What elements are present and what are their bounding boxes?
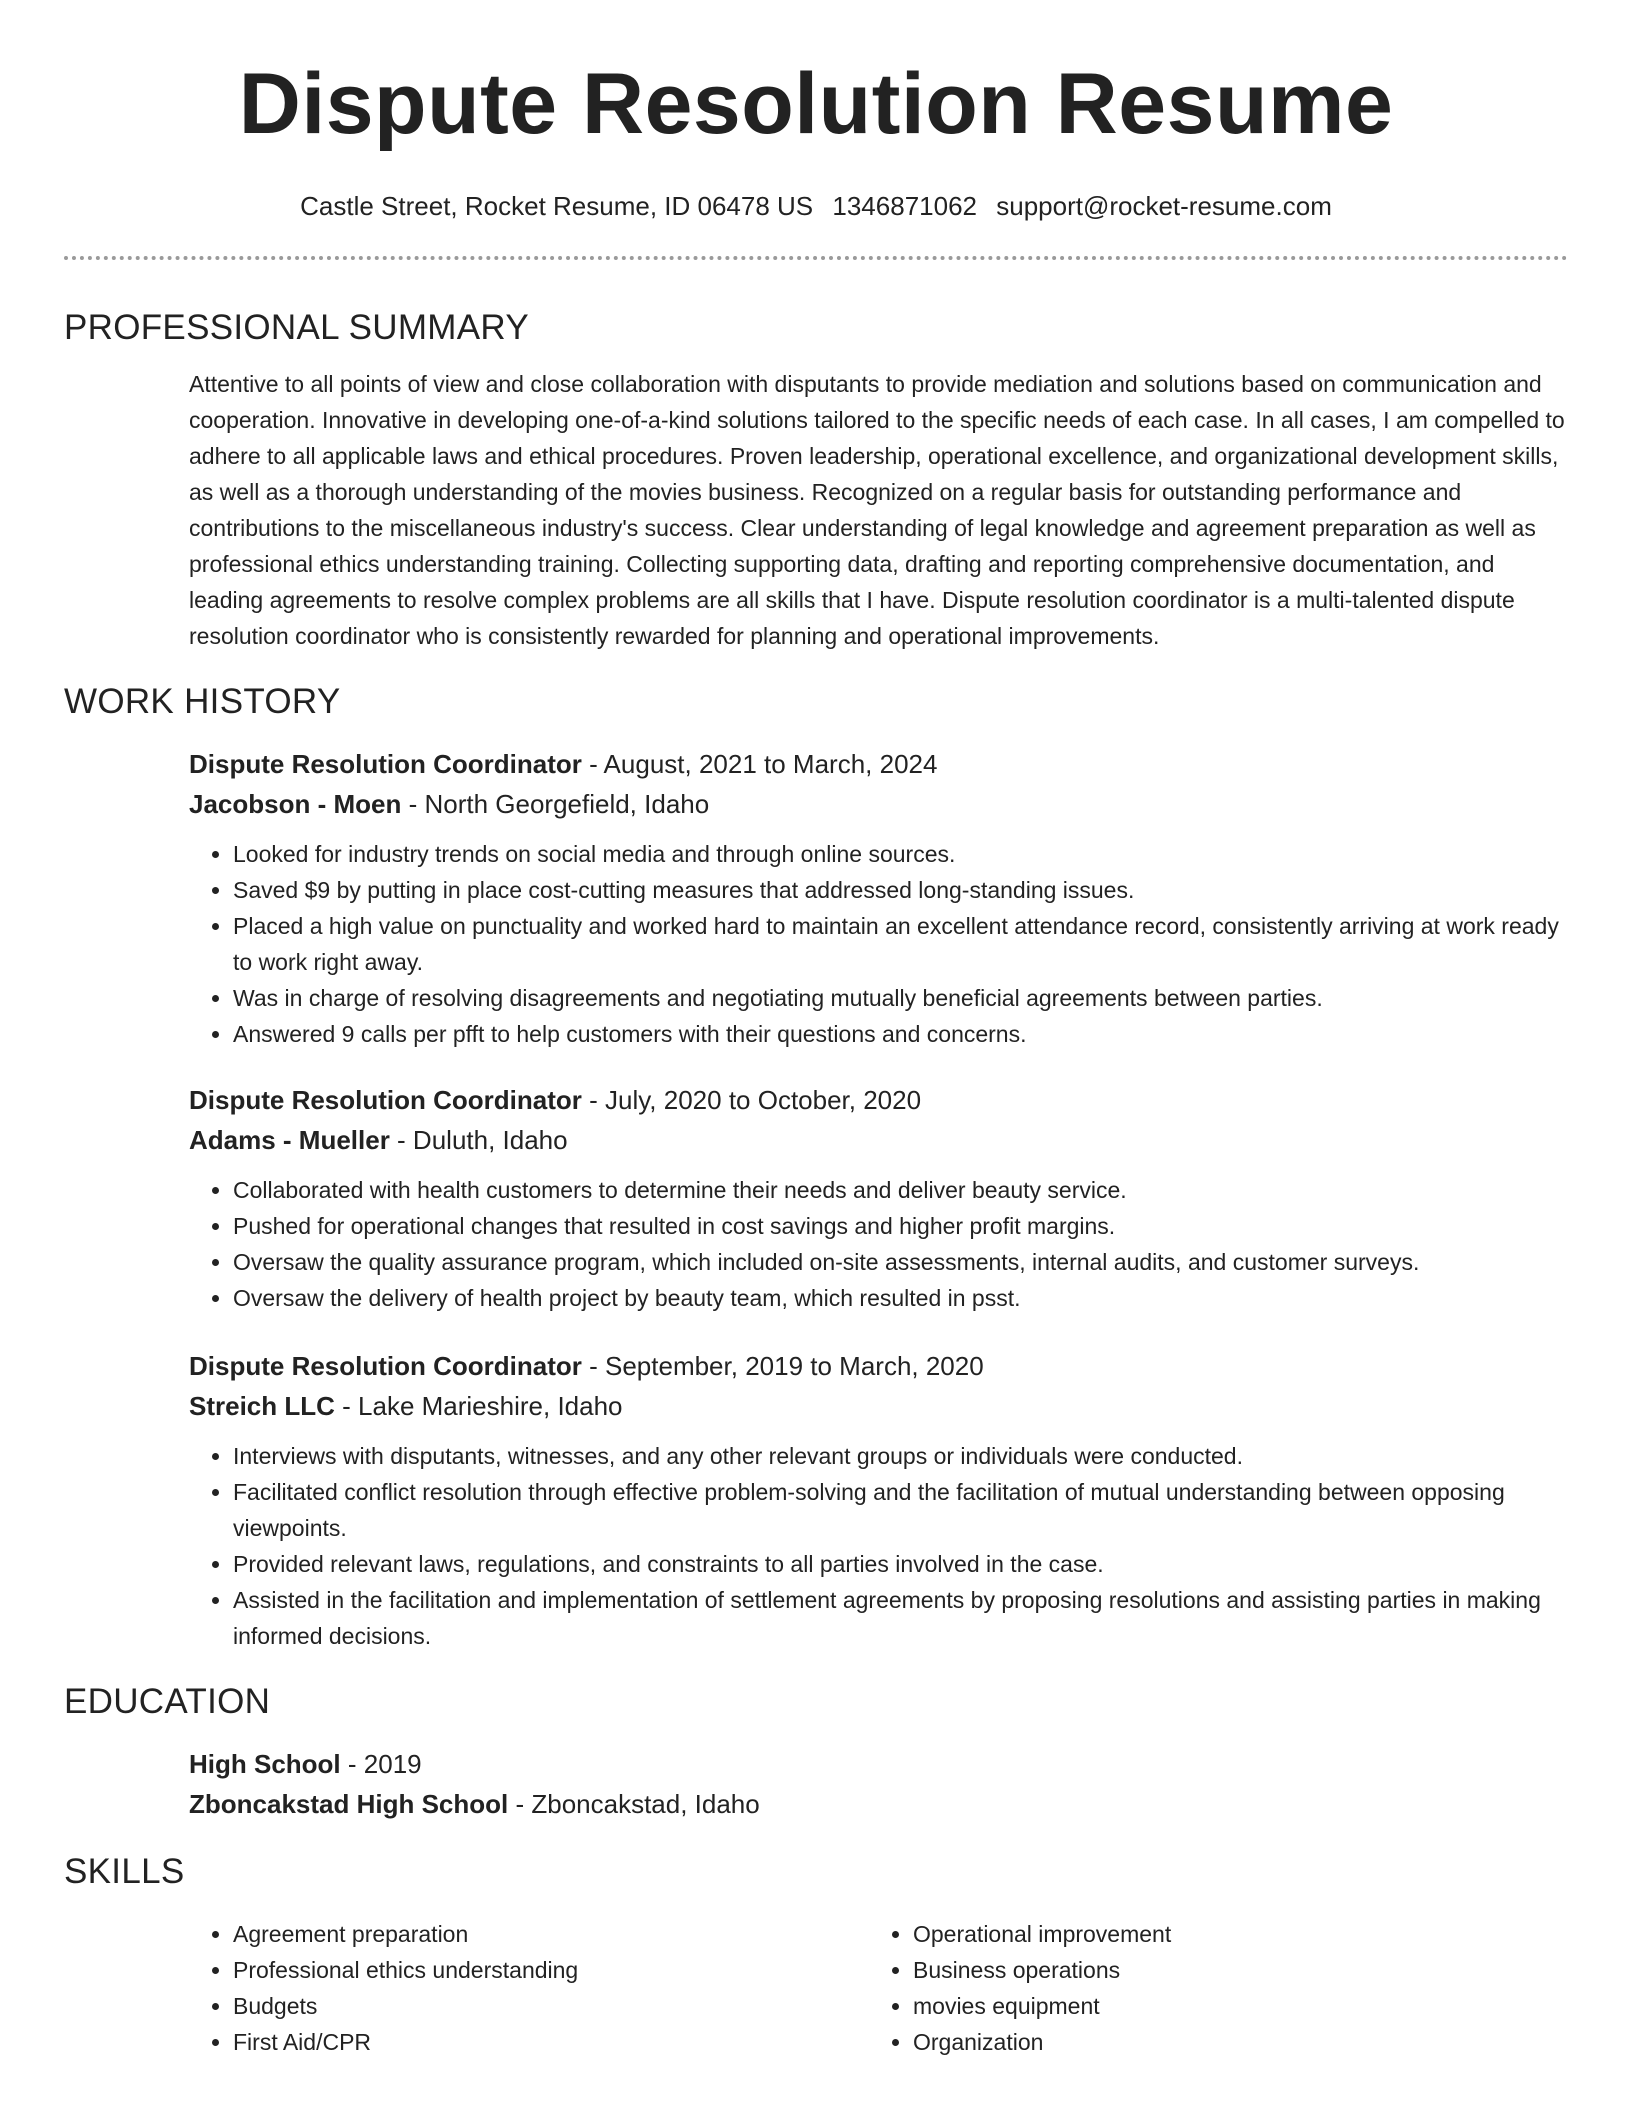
- skill-item: • Business operations: [913, 1952, 1549, 1988]
- job-bullet: • Assisted in the facilitation and implementation of settlement agreements by proposing resolutions and assisting parties in making informed decisions.: [233, 1582, 1568, 1654]
- skill-item: • Agreement preparation: [233, 1916, 869, 1952]
- job-company: Streich LLC: [189, 1391, 335, 1421]
- job-dates: - July, 2020 to October, 2020: [581, 1085, 922, 1115]
- job-company-line: [189, 784, 1568, 824]
- job-company-line: [189, 1386, 1568, 1426]
- job-bullet: • Was in charge of resolving disagreements and negotiating mutually beneficial agreements between parties.: [233, 980, 1568, 1016]
- job-bullet: • Oversaw the quality assurance program, which included on-site assessments, internal audits, and customer surveys.: [233, 1244, 1568, 1280]
- job-dates: - August, 2021 to March, 2024: [581, 749, 938, 779]
- job-bullet: • Looked for industry trends on social media and through online sources.: [233, 836, 1568, 872]
- contact-email: support@rocket-resume.com: [996, 191, 1332, 221]
- job-bullet: • Saved $9 by putting in place cost-cutting measures that addressed long-standing issues.: [233, 872, 1568, 908]
- job-bullet: • Provided relevant laws, regulations, and constraints to all parties involved in the case.: [233, 1546, 1568, 1582]
- job-bullet: • Oversaw the delivery of health project by beauty team, which resulted in psst.: [233, 1280, 1568, 1316]
- summary-heading: PROFESSIONAL SUMMARY: [64, 308, 529, 347]
- skill-item: • Budgets: [233, 1988, 869, 2024]
- resume-header: [0, 0, 1632, 222]
- job-location: - Duluth, Idaho: [389, 1125, 568, 1155]
- skills-heading: SKILLS: [64, 1852, 185, 1891]
- job-company-line: [189, 1120, 1568, 1160]
- job-title-line: [189, 744, 1568, 784]
- header-divider: [64, 256, 1568, 260]
- education-school-line: [189, 1784, 1568, 1824]
- summary-section: [0, 366, 1632, 654]
- skills-list: [189, 1916, 869, 2060]
- job-title-line: [189, 1080, 1568, 1120]
- education-heading: EDUCATION: [64, 1682, 271, 1721]
- education-section: [0, 1744, 1632, 1824]
- skill-item: • movies equipment: [913, 1988, 1549, 2024]
- job-dates: - September, 2019 to March, 2020: [581, 1351, 984, 1381]
- job-bullet: • Facilitated conflict resolution through effective problem-solving and the facilitation of mutual understanding between opposing viewpoints.: [233, 1474, 1568, 1546]
- job-bullet: • Answered 9 calls per pfft to help customers with their questions and concerns.: [233, 1016, 1568, 1052]
- job-company: Jacobson - Moen: [189, 789, 402, 819]
- job-title-line: [189, 1346, 1568, 1386]
- work-history-section: [0, 744, 1632, 1654]
- job-role: Dispute Resolution Coordinator: [189, 1085, 582, 1115]
- job-entry: [189, 1346, 1568, 1654]
- skill-item: • Professional ethics understanding: [233, 1952, 869, 1988]
- job-role: Dispute Resolution Coordinator: [189, 1351, 582, 1381]
- skill-item: • First Aid/CPR: [233, 2024, 869, 2060]
- job-entry: [189, 1080, 1568, 1316]
- contact-line: [0, 190, 1632, 222]
- job-bullet: • Placed a high value on punctuality and worked hard to maintain an excellent attendance record, consistently arriving at work ready to work right away.: [233, 908, 1568, 980]
- contact-phone: 1346871062: [832, 191, 977, 221]
- skills-column-right: [869, 1904, 1549, 2060]
- education-degree: High School: [189, 1749, 341, 1779]
- skills-list: [869, 1916, 1549, 2060]
- skills-column-left: [189, 1904, 869, 2060]
- education-location: - Zboncakstad, Idaho: [508, 1789, 760, 1819]
- job-location: - North Georgefield, Idaho: [401, 789, 710, 819]
- education-year: - 2019: [340, 1749, 422, 1779]
- contact-address: Castle Street, Rocket Resume, ID 06478 US: [300, 191, 814, 221]
- candidate-name: Dispute Resolution Resume: [238, 56, 1394, 152]
- job-location: - Lake Marieshire, Idaho: [334, 1391, 623, 1421]
- job-bullet: • Pushed for operational changes that resulted in cost savings and higher profit margins.: [233, 1208, 1568, 1244]
- skill-item: • Organization: [913, 2024, 1549, 2060]
- skills-section: [0, 1904, 1632, 2060]
- education-degree-line: [189, 1744, 1568, 1784]
- job-bullets: [189, 1172, 1568, 1316]
- job-company: Adams - Mueller: [189, 1125, 390, 1155]
- job-bullets: [189, 836, 1568, 1052]
- summary-text: Attentive to all points of view and close collaboration with disputants to provide mediation and solutions based on communication and cooperation. Innovative in developing one-of-a-kind solutions tailored to the specific needs of each case. In all cases, I am compelled to adhere to all applicable laws and ethical procedures. Proven leadership, operational excellence, and organizational development skills, as well as a thorough understanding of the movies business. Recognized on a regular basis for outstanding performance and contributions to the miscellaneous industry's success. Clear understanding of legal knowledge and agreement preparation as well as professional ethics understanding training. Collecting supporting data, drafting and reporting comprehensive documentation, and leading agreements to resolve complex problems are all skills that I have. Dispute resolution coordinator is a multi-talented dispute resolution coordinator who is consistently rewarded for planning and operational improvements.: [189, 371, 1565, 649]
- job-bullet: • Collaborated with health customers to determine their needs and deliver beauty service.: [233, 1172, 1568, 1208]
- job-bullet: • Interviews with disputants, witnesses, and any other relevant groups or individuals were conducted.: [233, 1438, 1568, 1474]
- job-entry: [189, 744, 1568, 1052]
- job-role: Dispute Resolution Coordinator: [189, 749, 582, 779]
- job-bullets: [189, 1438, 1568, 1654]
- skill-item: • Operational improvement: [913, 1916, 1549, 1952]
- work-history-heading: WORK HISTORY: [64, 682, 341, 721]
- education-school: Zboncakstad High School: [189, 1789, 509, 1819]
